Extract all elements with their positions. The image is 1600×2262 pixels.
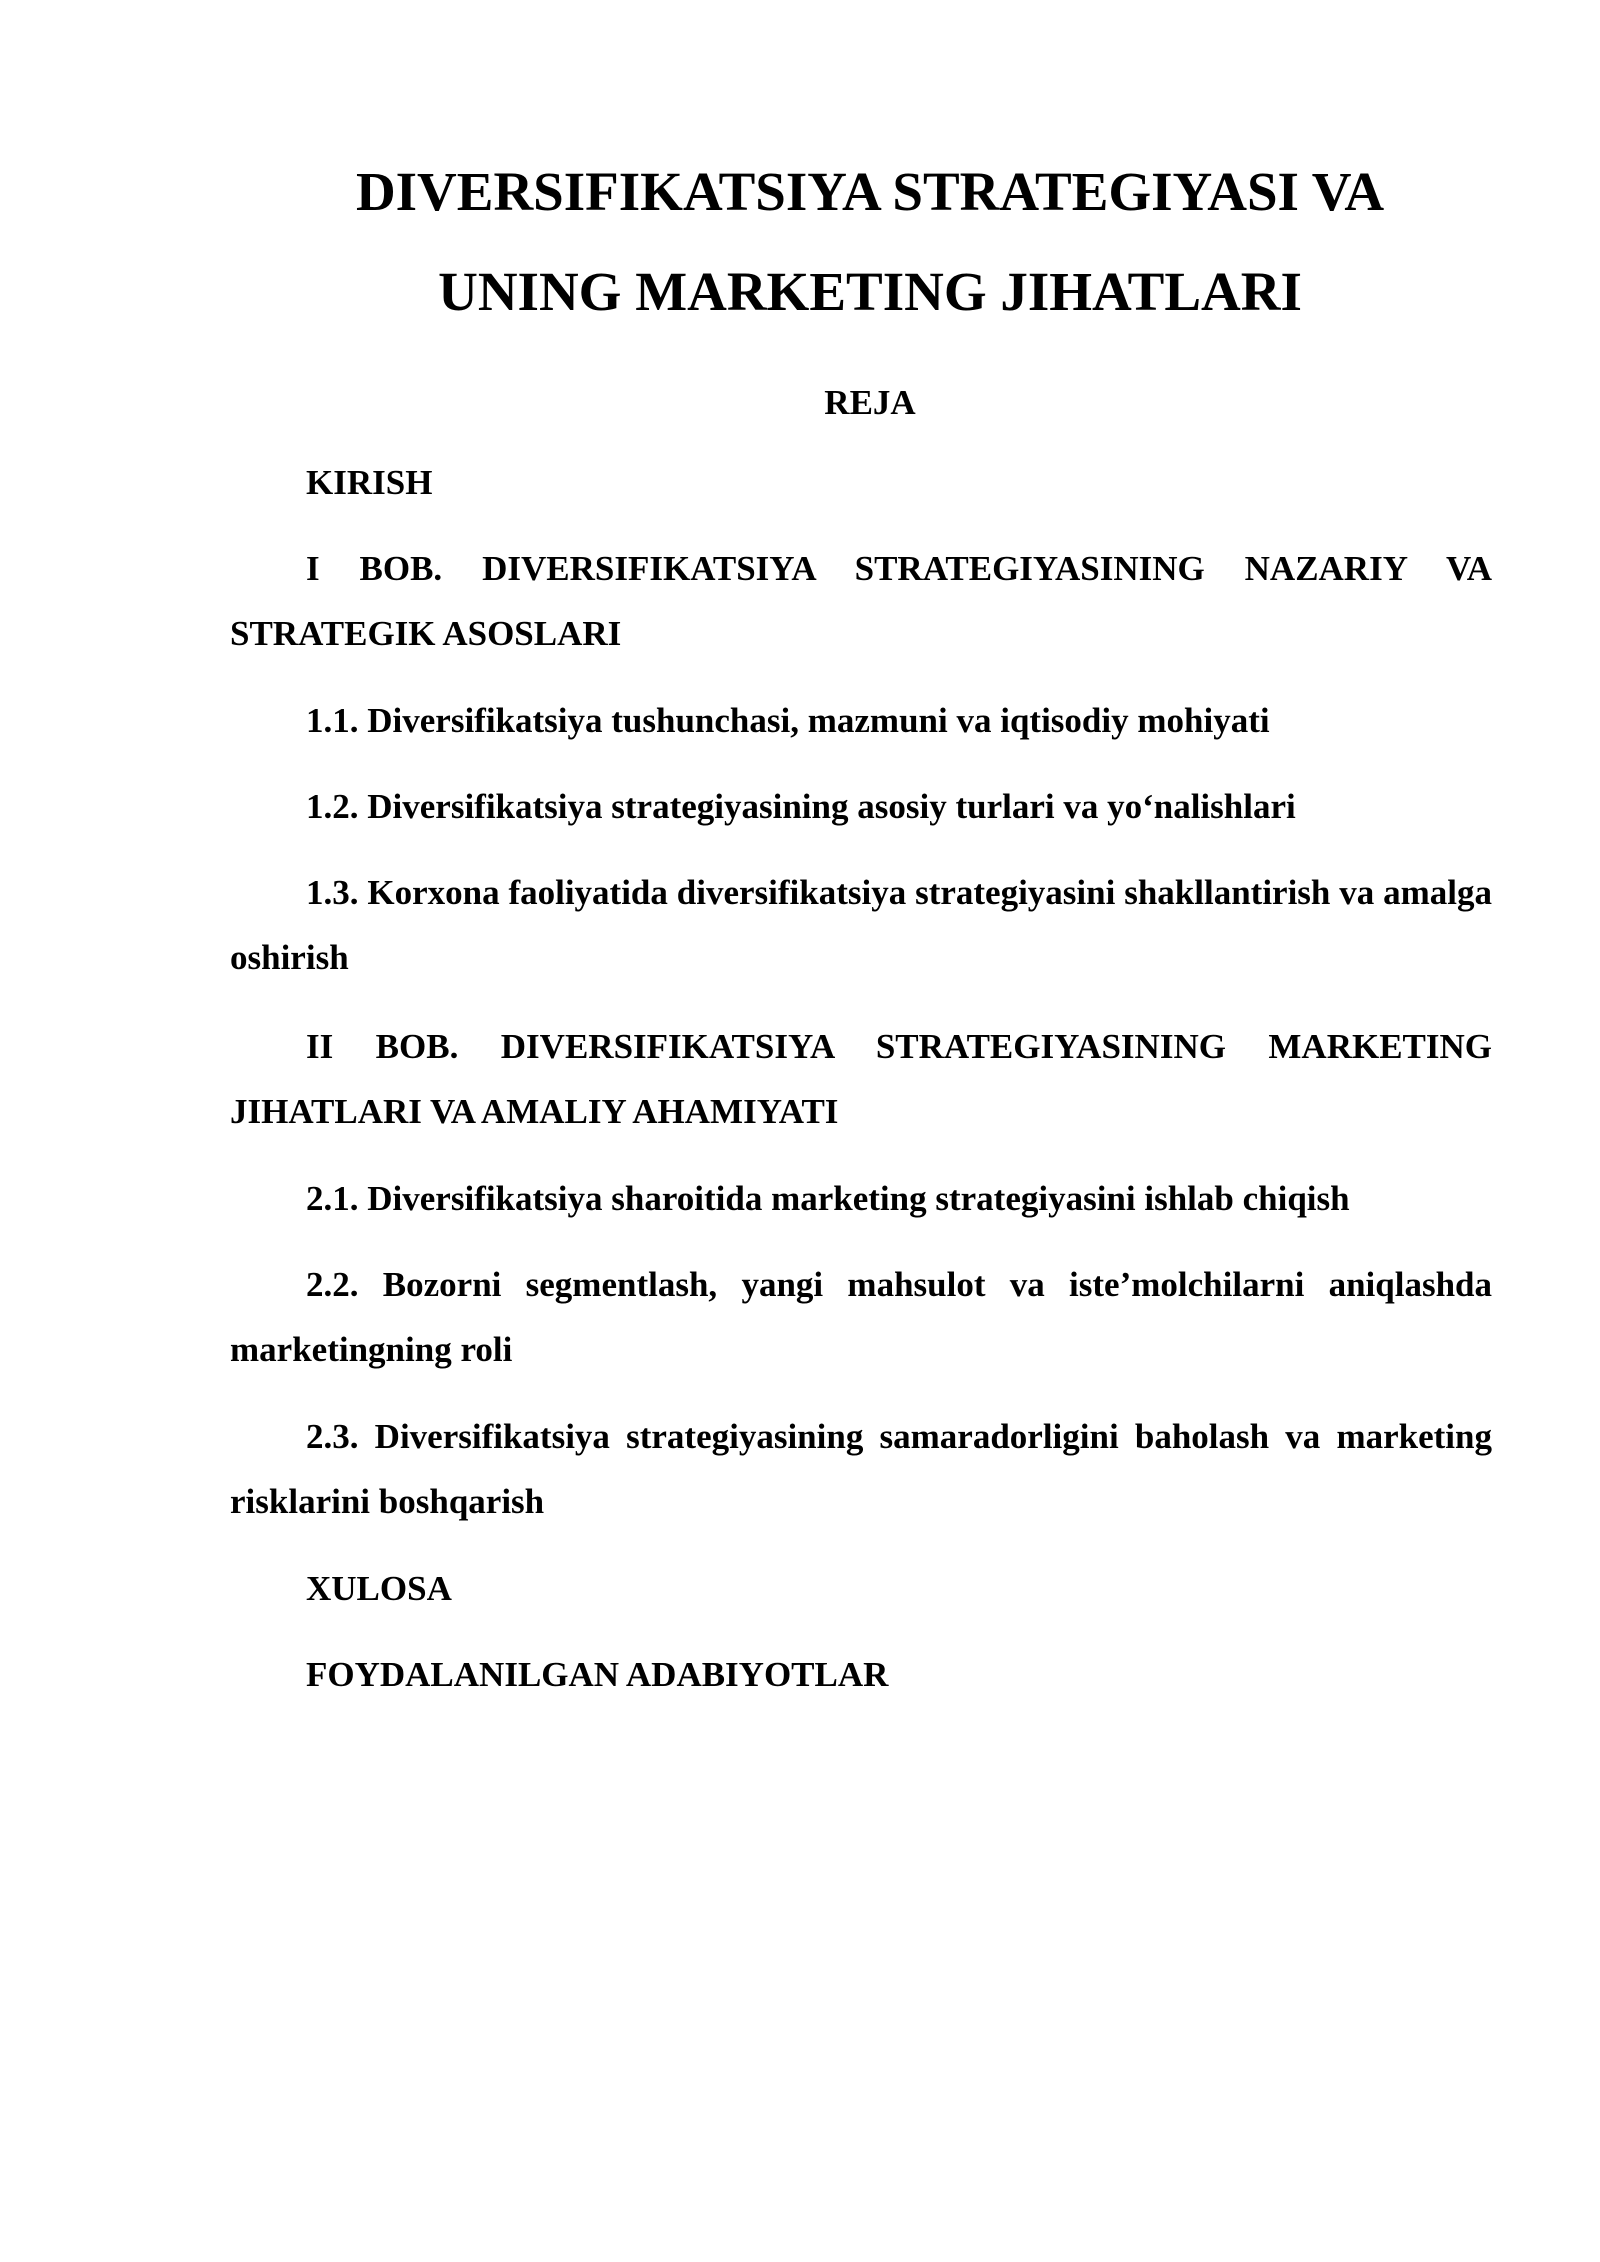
toc-entry-section-2-3: 2.3. Diversifikatsiya strategiyasining samaradorligini baholash va marketing risklarini boshqarish [230, 1417, 1492, 1521]
toc-entry-section-1-3: 1.3. Korxona faoliyatida diversifikatsiya strategiyasini shakllantirish va amalga oshirish [230, 873, 1492, 977]
document-title [230, 142, 1510, 342]
toc-entry-chapter-2: II BOB. DIVERSIFIKATSIYA STRATEGIYASINING MARKETING JIHATLARI VA AMALIY AHAMIYATI [230, 1027, 1492, 1131]
toc-entry-conclusion: XULOSA [306, 1569, 452, 1608]
document-title-line-1: DIVERSIFIKATSIYA STRATEGIYASI VA [355, 161, 1385, 222]
toc-entry-section-1-2: 1.2. Diversifikatsiya strategiyasining asosiy turlari va yo‘nalishlari [306, 787, 1296, 826]
plan-heading: REJA [824, 383, 916, 422]
toc-entry-bibliography: FOYDALANILGAN ADABIYOTLAR [306, 1655, 889, 1694]
toc-entry-introduction: KIRISH [306, 463, 433, 502]
document-title-line-2: UNING MARKETING JIHATLARI [438, 261, 1302, 322]
toc-entry-chapter-1: I BOB. DIVERSIFIKATSIYA STRATEGIYASINING NAZARIY VA STRATEGIK ASOSLARI [230, 549, 1492, 653]
toc-entry-section-1-1: 1.1. Diversifikatsiya tushunchasi, mazmuni va iqtisodiy mohiyati [306, 701, 1270, 740]
toc-entry-section-2-2: 2.2. Bozorni segmentlash, yangi mahsulot va iste’molchilarni aniqlashda marketingning roli [230, 1265, 1492, 1369]
toc-entry-section-2-1: 2.1. Diversifikatsiya sharoitida marketing strategiyasini ishlab chiqish [306, 1179, 1350, 1218]
